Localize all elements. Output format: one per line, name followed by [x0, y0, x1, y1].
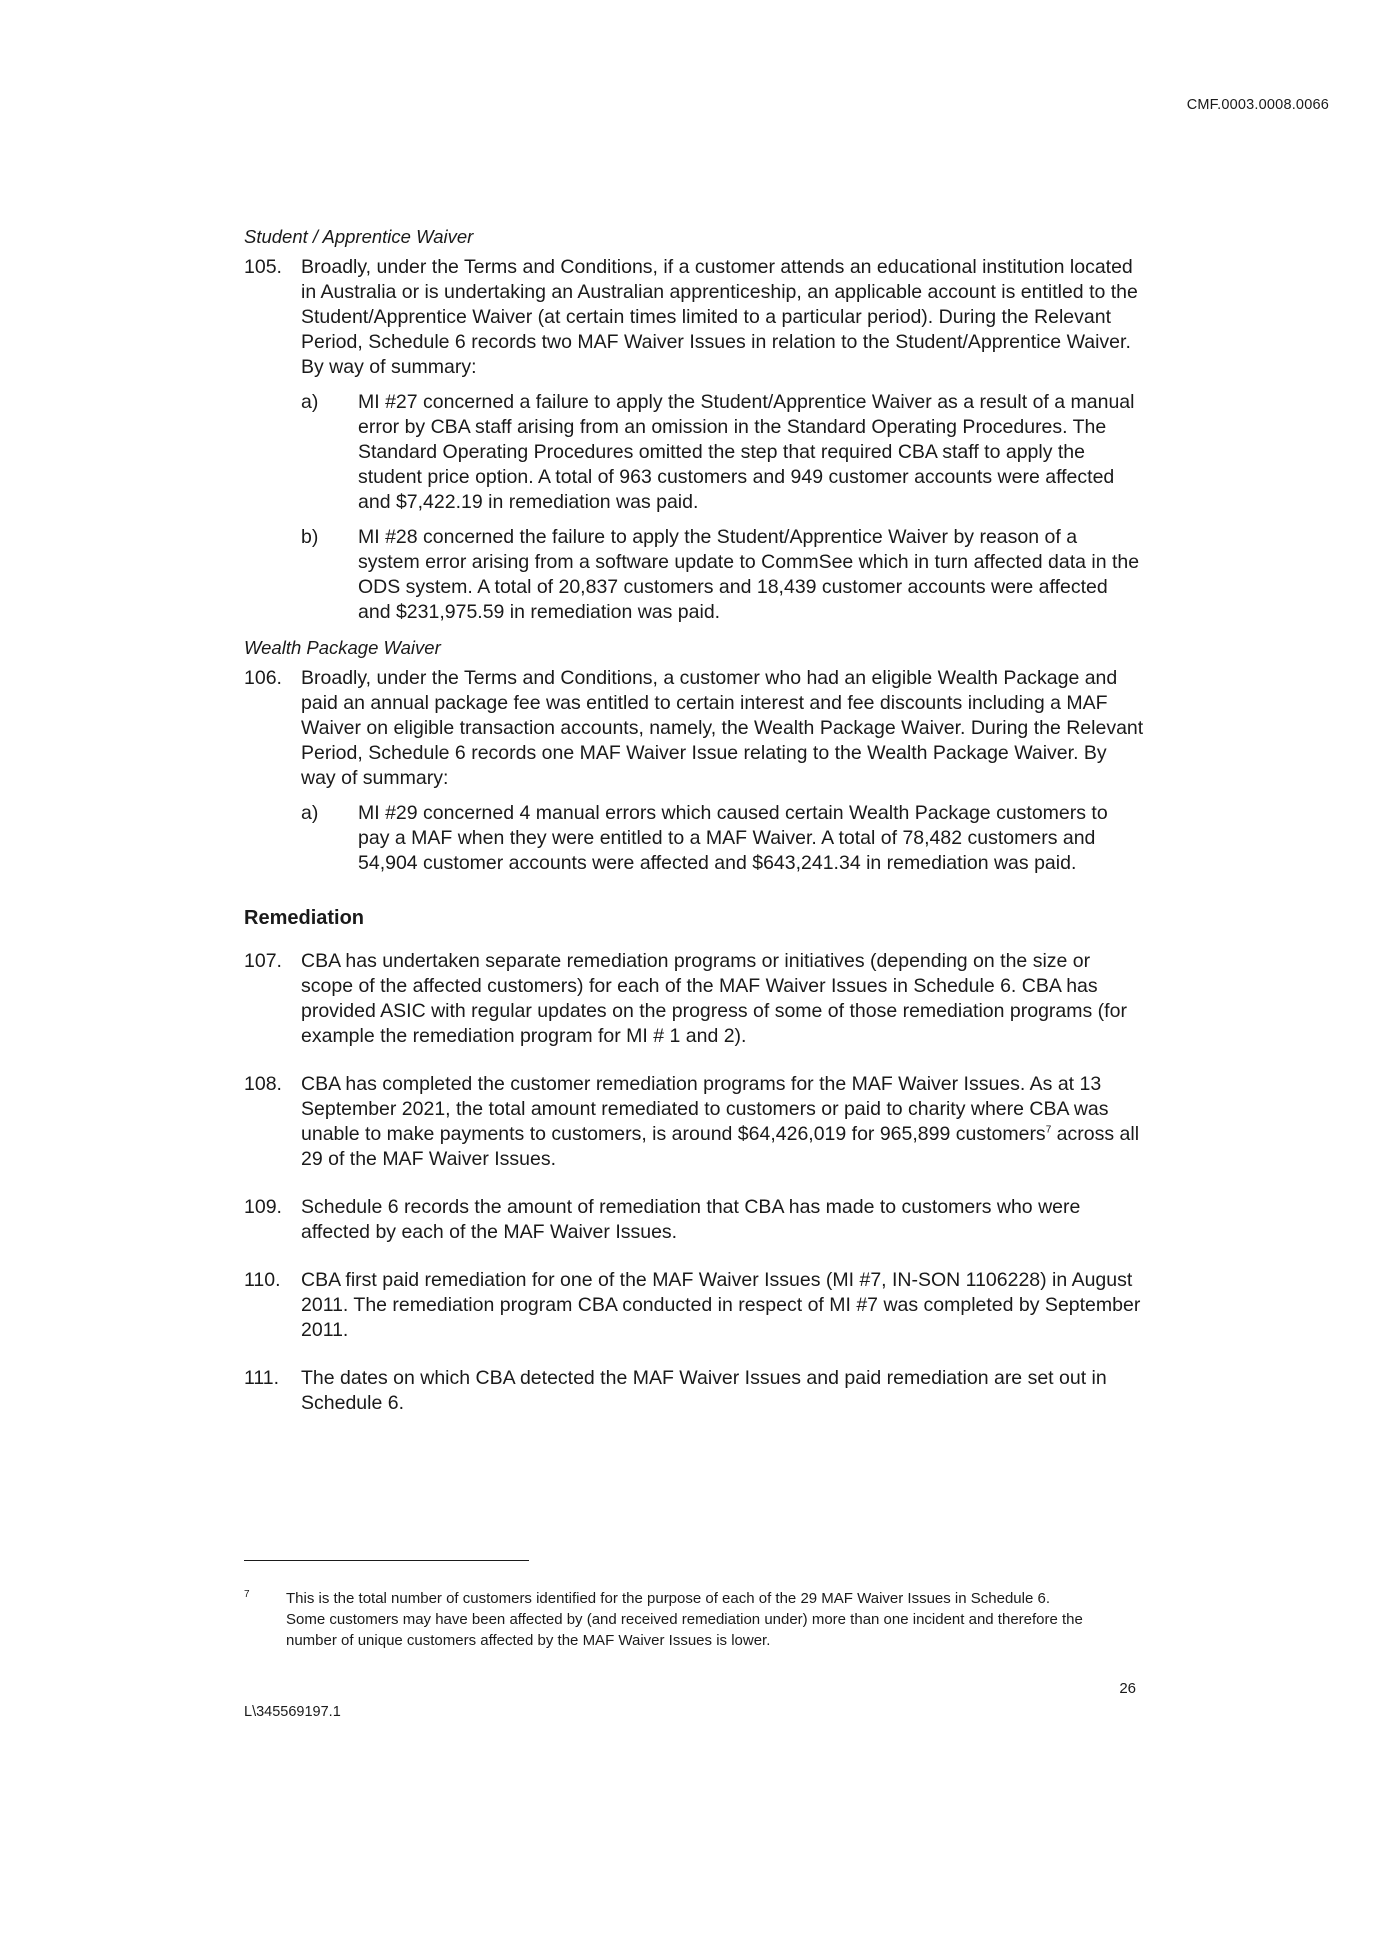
page-number: 26 — [1119, 1680, 1136, 1697]
paragraph-number: 109. — [244, 1196, 282, 1218]
paragraph-number: 105. — [244, 256, 282, 278]
list-item-text: MI #29 concerned 4 manual errors which caused certain Wealth Package customers to pay a MAF when they were entitled to a MAF Waiver. A total of 78,482 customers and 54,904 customer accounts were affected and $643,241.34 in remediation was paid. — [358, 802, 1108, 874]
footnote — [244, 1588, 1084, 1651]
paragraph-109 — [244, 1195, 1144, 1245]
paragraph-text — [301, 1072, 1144, 1172]
paragraph-107 — [244, 949, 1144, 1049]
document-reference: L\345569197.1 — [244, 1704, 341, 1720]
paragraph-110 — [244, 1268, 1144, 1343]
footnote-text: This is the total number of customers identified for the purpose of each of the 29 MAF Waiver Issues in Schedule 6. Some customers may have been affected by (and received remediation under) more than one incident and therefore the number of unique customers affected by the MAF Waiver Issues is lower. — [286, 1590, 1083, 1649]
page-body — [244, 224, 1144, 1416]
paragraph-text: The dates on which CBA detected the MAF Waiver Issues and paid remediation are set out in Schedule 6. — [301, 1367, 1107, 1414]
footnote-divider — [244, 1560, 529, 1561]
list-item-label: a) — [301, 802, 319, 824]
heading-remediation: Remediation — [244, 907, 365, 929]
paragraph-text: CBA first paid remediation for one of the MAF Waiver Issues (MI #7, IN-SON 1106228) in August 2011. The remediation program CBA conducted in respect of MI #7 was completed by September 2011. — [301, 1269, 1141, 1341]
paragraph-number: 108. — [244, 1073, 282, 1095]
footnote-reference: 7 — [1045, 1124, 1052, 1136]
paragraph-text: CBA has undertaken separate remediation programs or initiatives (depending on the size or scope of the affected customers) for each of the MAF Waiver Issues in Schedule 6. CBA has provided ASIC with regular updates on the progress of some of those remediation programs (for example the remediation program for MI # 1 and 2). — [301, 950, 1127, 1047]
paragraph-text: Schedule 6 records the amount of remediation that CBA has made to customers who were affected by each of the MAF Waiver Issues. — [301, 1196, 1081, 1243]
paragraph-number: 111. — [244, 1367, 280, 1389]
subheading-wealth-waiver: Wealth Package Waiver — [244, 637, 441, 658]
paragraph-106 — [244, 666, 1144, 791]
paragraph-text: Broadly, under the Terms and Conditions, a customer who had an eligible Wealth Package and paid an annual package fee was entitled to certain interest and fee discounts including a MAF Waiver on eligible transaction accounts, namely, the Wealth Package Waiver. During the Relevant Period, Schedule 6 records one MAF Waiver Issue relating to the Wealth Package Waiver. By way of summary: — [301, 667, 1144, 789]
paragraph-text-part: CBA has completed the customer remediation programs for the MAF Waiver Issues. As at 13 September 2021, the total amount remediated to customers or paid to charity where CBA was unable to make payments to customers, is around $64,426,019 for 965,899 customers — [301, 1073, 1109, 1145]
subheading-student-waiver: Student / Apprentice Waiver — [244, 226, 474, 247]
list-item-105a — [301, 390, 1144, 515]
paragraph-105 — [244, 255, 1144, 380]
list-item-label: a) — [301, 391, 319, 413]
document-id: CMF.0003.0008.0066 — [1186, 97, 1329, 113]
paragraph-text-part: across all 29 of the MAF Waiver Issues. — [301, 1123, 1140, 1170]
footnote-mark: 7 — [244, 1589, 250, 1600]
list-item-label: b) — [301, 526, 319, 548]
list-item-text: MI #27 concerned a failure to apply the Student/Apprentice Waiver as a result of a manual error by CBA staff arising from an omission in the Standard Operating Procedures. The Standard Operating Procedures omitted the step that required CBA staff to apply the student price option. A total of 963 customers and 949 customer accounts were affected and $7,422.19 in remediation was paid. — [358, 391, 1135, 513]
paragraph-text: Broadly, under the Terms and Conditions, if a customer attends an educational institution located in Australia or is undertaking an Australian apprenticeship, an applicable account is entitled to the Student/Apprentice Waiver (at certain times limited to a particular period). During the Relevant Period, Schedule 6 records two MAF Waiver Issues in relation to the Student/Apprentice Waiver. By way of summary: — [301, 256, 1138, 378]
list-item-text: MI #28 concerned the failure to apply the Student/Apprentice Waiver by reason of a system error arising from a software update to CommSee which in turn affected data in the ODS system. A total of 20,837 customers and 18,439 customer accounts were affected and $231,975.59 in remediation was paid. — [358, 526, 1140, 623]
paragraph-108 — [244, 1072, 1144, 1172]
list-item-105b — [301, 525, 1144, 625]
paragraph-111 — [244, 1366, 1144, 1416]
list-item-106a — [301, 801, 1144, 876]
paragraph-number: 107. — [244, 950, 282, 972]
paragraph-number: 106. — [244, 667, 282, 689]
paragraph-number: 110. — [244, 1269, 281, 1291]
